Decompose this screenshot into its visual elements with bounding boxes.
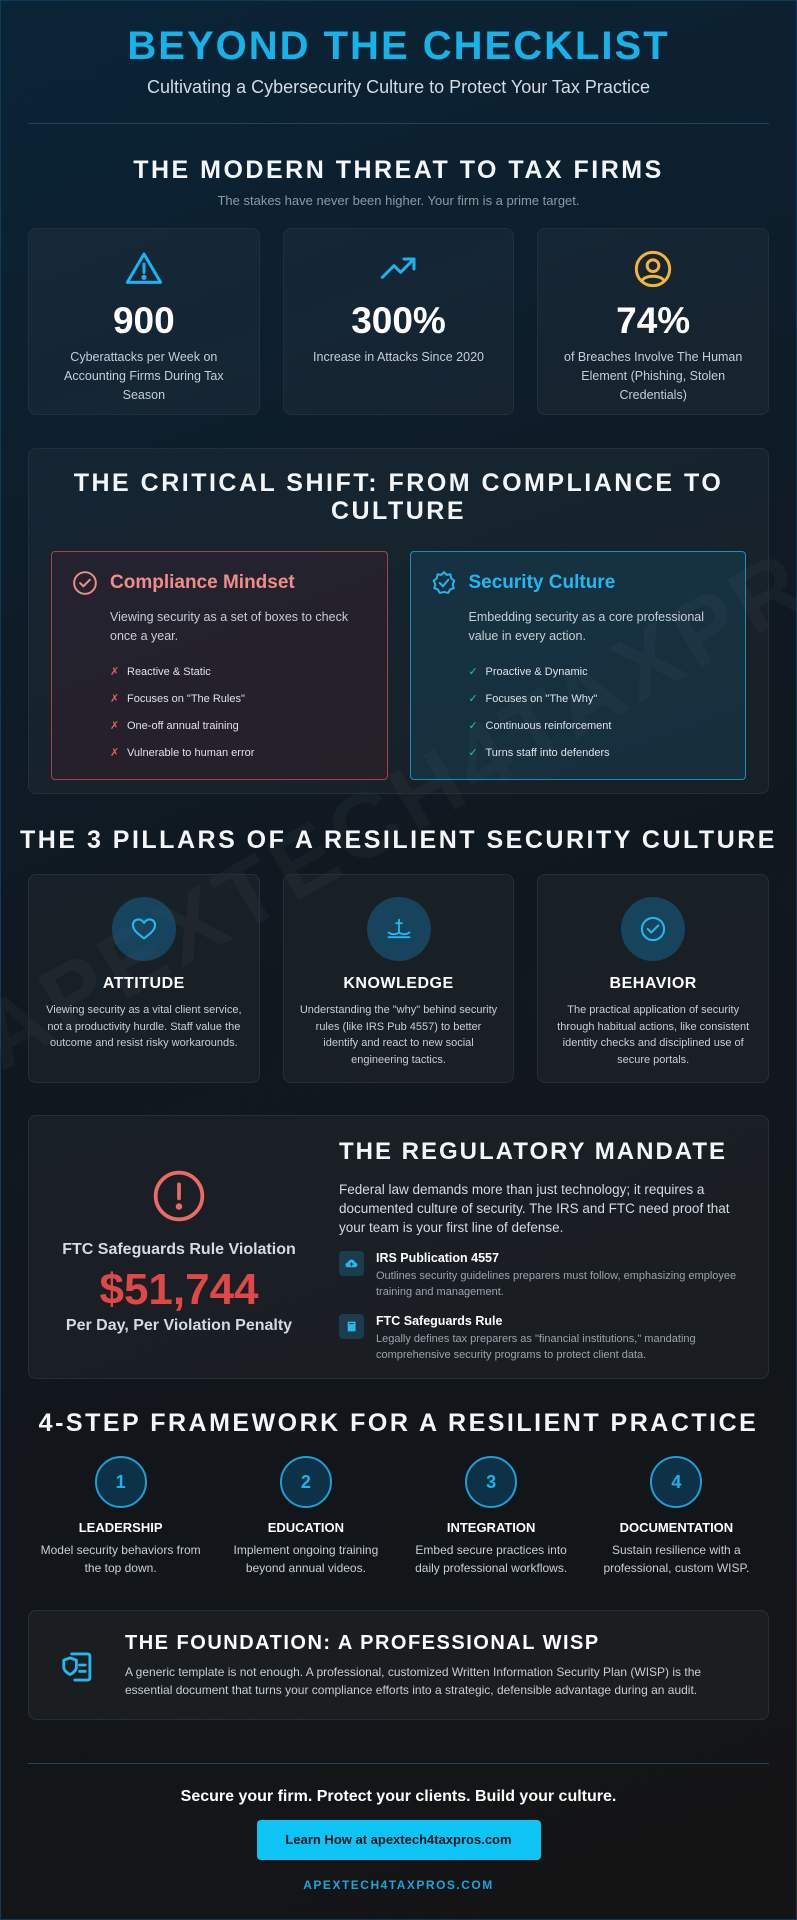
x-icon: ✗ bbox=[110, 666, 120, 678]
mindset-comparison bbox=[51, 551, 746, 780]
penalty-panel bbox=[29, 1116, 329, 1378]
pillar-name: BEHAVIOR bbox=[609, 975, 697, 992]
step-desc: Model security behaviors from the top down. bbox=[40, 1543, 201, 1575]
heart-icon bbox=[130, 915, 158, 943]
pillar-card bbox=[537, 874, 769, 1083]
fine-amount: $51,744 bbox=[99, 1265, 259, 1314]
site-link[interactable]: APEXTECH4TAXPROS.COM bbox=[303, 1878, 494, 1892]
list-item: ✓ Turns staff into defenders bbox=[468, 746, 610, 759]
stat-value: 900 bbox=[112, 300, 175, 341]
check-icon: ✓ bbox=[468, 747, 478, 759]
list-item: ✓ Focuses on "The Why" bbox=[468, 692, 598, 705]
book-icon bbox=[345, 1320, 358, 1333]
pillar-name: KNOWLEDGE bbox=[343, 975, 454, 992]
step-number: 4 bbox=[650, 1456, 702, 1508]
step-number: 3 bbox=[465, 1456, 517, 1508]
framework-steps bbox=[28, 1456, 769, 1577]
regulation-item bbox=[339, 1251, 748, 1300]
compliance-mindset-card bbox=[51, 551, 388, 780]
check-icon: ✓ bbox=[468, 666, 478, 678]
compliance-desc: Viewing security as a set of boxes to check once a year. bbox=[110, 610, 349, 643]
regulation-name: FTC Safeguards Rule bbox=[376, 1314, 503, 1328]
list-item: ✗ Focuses on "The Rules" bbox=[110, 692, 245, 705]
pillar-desc: Viewing security as a vital client service, not a productivity hurdle. Staff value the outcome and resist risky workarounds. bbox=[46, 1004, 242, 1049]
reader-icon bbox=[385, 915, 413, 943]
step-number: 1 bbox=[95, 1456, 147, 1508]
mandate-panel bbox=[329, 1116, 768, 1378]
threat-section bbox=[0, 156, 797, 208]
threat-title: THE MODERN THREAT TO TAX FIRMS bbox=[133, 156, 664, 184]
regulation-item bbox=[339, 1314, 748, 1363]
step-name: LEADERSHIP bbox=[78, 1520, 163, 1535]
step-desc: Sustain resilience with a professional, custom WISP. bbox=[603, 1543, 750, 1575]
security-culture-card bbox=[410, 551, 747, 780]
x-icon: ✗ bbox=[110, 693, 120, 705]
list-item: ✓ Continuous reinforcement bbox=[468, 719, 612, 732]
page-title: BEYOND THE CHECKLIST bbox=[127, 24, 670, 68]
check-icon: ✓ bbox=[468, 693, 478, 705]
framework-step bbox=[28, 1456, 213, 1577]
page-subtitle: Cultivating a Cybersecurity Culture to Protect Your Tax Practice bbox=[147, 77, 650, 97]
check-circle-icon bbox=[72, 570, 98, 596]
stat-value: 300% bbox=[351, 300, 446, 341]
page-header bbox=[28, 0, 769, 124]
list-item: ✓ Proactive & Dynamic bbox=[468, 665, 588, 678]
shift-title: THE CRITICAL SHIFT: FROM COMPLIANCE TO CULTURE bbox=[73, 469, 724, 525]
step-name: INTEGRATION bbox=[446, 1520, 536, 1535]
regulation-name: IRS Publication 4557 bbox=[376, 1251, 499, 1265]
threat-subtitle: The stakes have never been higher. Your firm is a prime target. bbox=[217, 193, 580, 208]
regulatory-title: THE REGULATORY MANDATE bbox=[339, 1138, 728, 1165]
step-number: 2 bbox=[280, 1456, 332, 1508]
alert-circle-icon bbox=[151, 1168, 207, 1224]
compliance-title: Compliance Mindset bbox=[110, 572, 295, 593]
trending-up-icon bbox=[379, 249, 419, 289]
stat-label: Increase in Attacks Since 2020 bbox=[313, 350, 484, 364]
page-footer bbox=[28, 1763, 769, 1892]
stat-card bbox=[283, 228, 515, 415]
pillar-card bbox=[28, 874, 260, 1083]
pillar-name: ATTITUDE bbox=[102, 975, 185, 992]
framework-step bbox=[584, 1456, 769, 1577]
list-item: ✗ Vulnerable to human error bbox=[110, 746, 255, 759]
pillar-desc: The practical application of security through habitual actions, like consistent identity checks and disciplined use of secure portals. bbox=[557, 1004, 750, 1066]
cloud-upload-icon bbox=[345, 1257, 358, 1270]
threat-stats bbox=[28, 228, 769, 415]
fine-label: FTC Safeguards Rule Violation bbox=[62, 1241, 296, 1258]
wisp-section bbox=[28, 1610, 769, 1720]
wisp-text: A generic template is not enough. A professional, customized Written Information Security Plan (WISP) is the essential document that turns your compliance efforts into a strategic, defensible advantage during an audit. bbox=[125, 1664, 702, 1697]
critical-shift-section bbox=[28, 448, 769, 794]
compliance-list bbox=[110, 658, 367, 766]
culture-title: Security Culture bbox=[468, 572, 616, 593]
step-desc: Embed secure practices into daily professional workflows. bbox=[415, 1543, 568, 1575]
culture-list bbox=[469, 658, 726, 766]
wisp-title: THE FOUNDATION: A PROFESSIONAL WISP bbox=[125, 1631, 600, 1654]
check-circle-icon bbox=[639, 915, 667, 943]
regulation-desc: Legally defines tax preparers as "financial institutions," mandating comprehensive security programs to protect client data. bbox=[376, 1333, 696, 1361]
learn-more-button[interactable]: Learn How at apextech4taxpros.com bbox=[257, 1820, 541, 1860]
regulatory-section bbox=[28, 1115, 769, 1379]
framework-step bbox=[213, 1456, 398, 1577]
stat-label: Cyberattacks per Week on Accounting Firms During Tax Season bbox=[64, 350, 224, 402]
step-desc: Implement ongoing training beyond annual videos. bbox=[233, 1543, 379, 1575]
framework-step bbox=[399, 1456, 584, 1577]
step-name: DOCUMENTATION bbox=[619, 1520, 734, 1535]
list-item: ✗ Reactive & Static bbox=[110, 665, 211, 678]
regulatory-text: Federal law demands more than just technology; it requires a documented culture of security. The IRS and FTC need proof that your team is your first line of defense. bbox=[339, 1182, 730, 1235]
footer-tagline: Secure your firm. Protect your clients. Build your culture. bbox=[180, 1788, 617, 1805]
stat-value: 74% bbox=[616, 300, 691, 341]
shield-check-icon bbox=[431, 570, 457, 596]
pillars-row bbox=[28, 874, 769, 1083]
stat-card bbox=[28, 228, 260, 415]
x-icon: ✗ bbox=[110, 720, 120, 732]
stat-card bbox=[537, 228, 769, 415]
pillar-card bbox=[283, 874, 515, 1083]
pillars-title: THE 3 PILLARS OF A RESILIENT SECURITY CULTURE bbox=[20, 826, 777, 854]
document-shield-icon bbox=[59, 1646, 97, 1684]
culture-desc: Embedding security as a core professional value in every action. bbox=[468, 610, 705, 643]
fine-sub: Per Day, Per Violation Penalty bbox=[65, 1317, 293, 1334]
user-circle-icon bbox=[633, 249, 673, 289]
framework-title: 4-STEP FRAMEWORK FOR A RESILIENT PRACTICE bbox=[38, 1409, 759, 1437]
x-icon: ✗ bbox=[110, 747, 120, 759]
regulation-desc: Outlines security guidelines preparers must follow, emphasizing employee training and management. bbox=[376, 1270, 737, 1298]
stat-label: of Breaches Involve The Human Element (Phishing, Stolen Credentials) bbox=[564, 350, 743, 402]
list-item: ✗ One-off annual training bbox=[110, 719, 239, 732]
check-icon: ✓ bbox=[468, 720, 478, 732]
step-name: EDUCATION bbox=[267, 1520, 345, 1535]
pillar-desc: Understanding the "why" behind security rules (like IRS Pub 4557) to better identify and react to new social engineering tactics. bbox=[299, 1004, 498, 1066]
warning-triangle-icon bbox=[124, 249, 164, 289]
